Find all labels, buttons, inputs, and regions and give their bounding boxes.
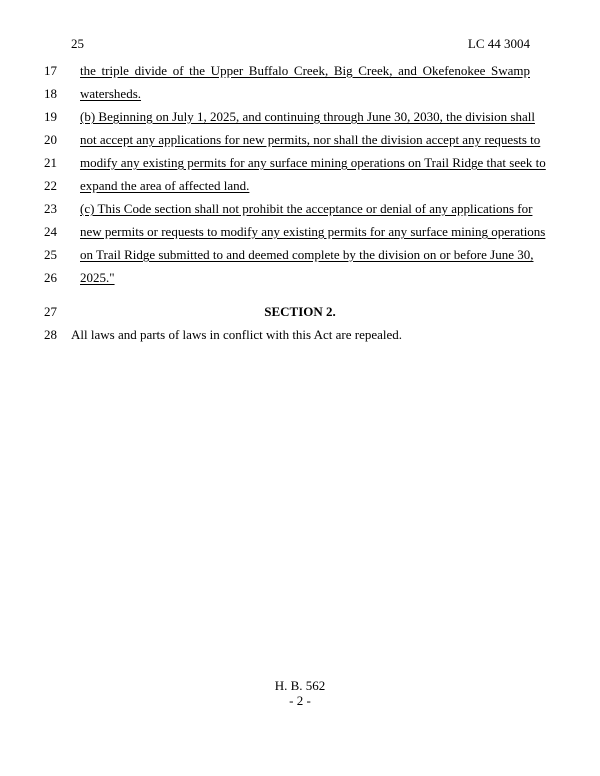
line-number: 28 — [44, 327, 57, 342]
header-lc-code: LC 44 3004 — [467, 36, 530, 51]
line-number: 18 — [44, 86, 57, 101]
bill-text-line: modify any existing permits for any surface mining operations on Trail Ridge that seek to — [80, 155, 546, 170]
line-number: 26 — [44, 270, 57, 285]
bill-text-line: the triple divide of the Upper Buffalo Creek, Big Creek, and Okefenokee Swamp — [80, 63, 530, 78]
bill-text-line: on Trail Ridge submitted to and deemed complete by the division on or before June 30, — [80, 247, 534, 262]
line-number: 17 — [44, 63, 57, 78]
bill-number: H. B. 562 — [274, 678, 326, 693]
line-number: 27 — [44, 304, 57, 319]
bill-text-line: (c) This Code section shall not prohibit the acceptance or denial of any applications for — [80, 201, 533, 216]
section-heading: SECTION 2. — [264, 304, 336, 319]
line-number: 25 — [44, 247, 57, 262]
line-number: 23 — [44, 201, 57, 216]
bill-text-line: (b) Beginning on July 1, 2025, and continuing through June 30, 2030, the division shall — [80, 109, 535, 124]
bill-text-line: expand the area of affected land. — [80, 178, 250, 193]
line-number: 19 — [44, 109, 57, 124]
line-number: 24 — [44, 224, 57, 239]
repeal-clause: All laws and parts of laws in conflict with this Act are repealed. — [71, 327, 403, 342]
bill-text-line: 2025." — [80, 270, 115, 285]
line-number: 20 — [44, 132, 57, 147]
bill-text-line: not accept any applications for new permits, nor shall the division accept any requests to — [80, 132, 541, 147]
header-line-number: 25 — [71, 36, 84, 51]
line-number: 22 — [44, 178, 57, 193]
bill-text-line: watersheds. — [80, 86, 142, 101]
bill-text-line: new permits or requests to modify any existing permits for any surface mining operations — [80, 224, 546, 239]
page-number: - 2 - — [289, 693, 311, 708]
line-number: 21 — [44, 155, 57, 170]
